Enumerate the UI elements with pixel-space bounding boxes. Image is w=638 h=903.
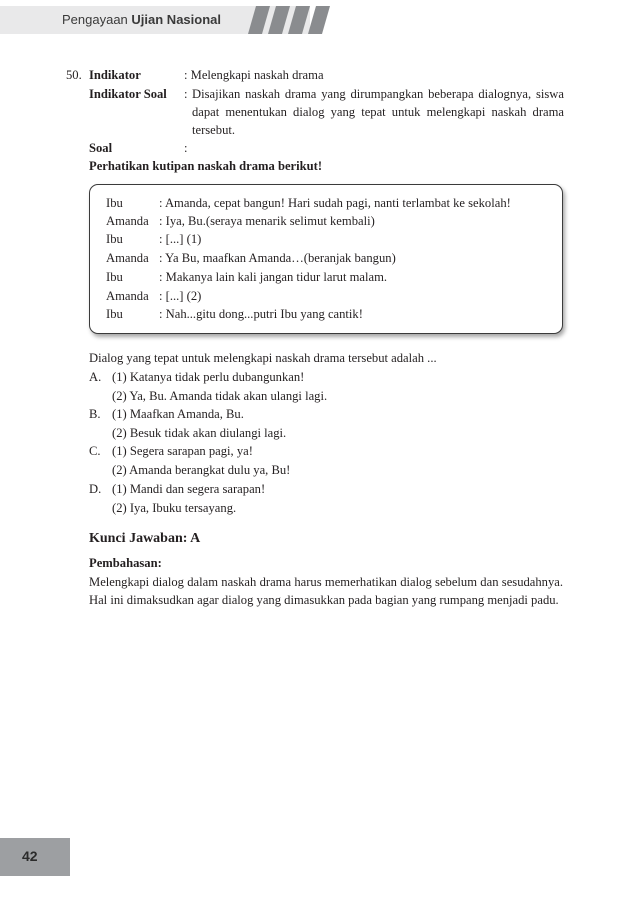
indikator-soal-colon: : — [184, 87, 188, 101]
dialog-line: : Nah...gitu dong...putri Ibu yang cantik! — [159, 307, 363, 321]
soal-colon: : — [184, 141, 188, 155]
dialog-speaker: Ibu — [106, 270, 123, 284]
header-title: Pengayaan Ujian Nasional — [62, 12, 221, 27]
dialog-speaker: Ibu — [106, 196, 123, 210]
dialog-speaker: Amanda — [106, 214, 149, 228]
running-header — [0, 0, 638, 34]
question-prompt: Dialog yang tepat untuk melengkapi naskah drama tersebut adalah ... — [89, 351, 437, 365]
question-number: 50. — [66, 68, 82, 82]
dialog-line: : [...] (1) — [159, 232, 202, 246]
indikator-value: : Melengkapi naskah drama — [184, 68, 324, 82]
dialog-speaker: Ibu — [106, 307, 123, 321]
indikator-soal-value: Disajikan naskah drama yang dirumpangkan beberapa dialognya, siswa dapat menentukan dialog yang tepat untuk melengkapi naskah drama tersebut. — [192, 87, 564, 137]
option-line: (2) Besuk tidak akan diulangi lagi. — [112, 426, 287, 440]
option-letter: B. — [89, 407, 101, 421]
option-letter: C. — [89, 444, 101, 458]
dialog-speaker: Ibu — [106, 232, 123, 246]
answer-key: Kunci Jawaban: A — [89, 531, 201, 546]
dialog-speaker: Amanda — [106, 251, 149, 265]
dialog-line: : Amanda, cepat bangun! Hari sudah pagi, nanti terlambat ke sekolah! — [159, 196, 511, 210]
instruction-text: Perhatikan kutipan naskah drama berikut! — [89, 159, 323, 173]
option-line: (1) Mandi dan segera sarapan! — [112, 482, 266, 496]
header-stripes-decoration — [236, 6, 346, 34]
option-line: (1) Segera sarapan pagi, ya! — [112, 444, 253, 458]
option-line: (2) Amanda berangkat dulu ya, Bu! — [112, 463, 291, 477]
indikator-label: Indikator — [89, 68, 141, 82]
option-letter: A. — [89, 370, 102, 384]
dialog-line: : [...] (2) — [159, 289, 202, 303]
option-line: (1) Katanya tidak perlu dubangunkan! — [112, 370, 305, 384]
dialog-speaker: Amanda — [106, 289, 149, 303]
dialog-line: : Makanya lain kali jangan tidur larut malam. — [159, 270, 388, 284]
option-letter: D. — [89, 482, 102, 496]
soal-label: Soal — [89, 141, 113, 155]
discussion-title: Pembahasan: — [89, 556, 162, 570]
option-line: (2) Ya, Bu. Amanda tidak akan ulangi lagi. — [112, 389, 328, 403]
option-line: (1) Maafkan Amanda, Bu. — [112, 407, 244, 421]
page-number: 42 — [22, 848, 38, 864]
dialog-line: : Iya, Bu.(seraya menarik selimut kembali) — [159, 214, 375, 228]
option-line: (2) Iya, Ibuku tersayang. — [112, 501, 237, 515]
dialog-line: : Ya Bu, maafkan Amanda…(beranjak bangun) — [159, 251, 396, 265]
discussion-text: Melengkapi dialog dalam naskah drama harus memerhatikan dialog sebelum dan sesudahnya. Hal ini dimaksudkan agar dialog yang dimasukkan pada bagian yang rumpang menjadi padu. — [89, 575, 563, 607]
indikator-soal-label: Indikator Soal — [89, 87, 167, 101]
